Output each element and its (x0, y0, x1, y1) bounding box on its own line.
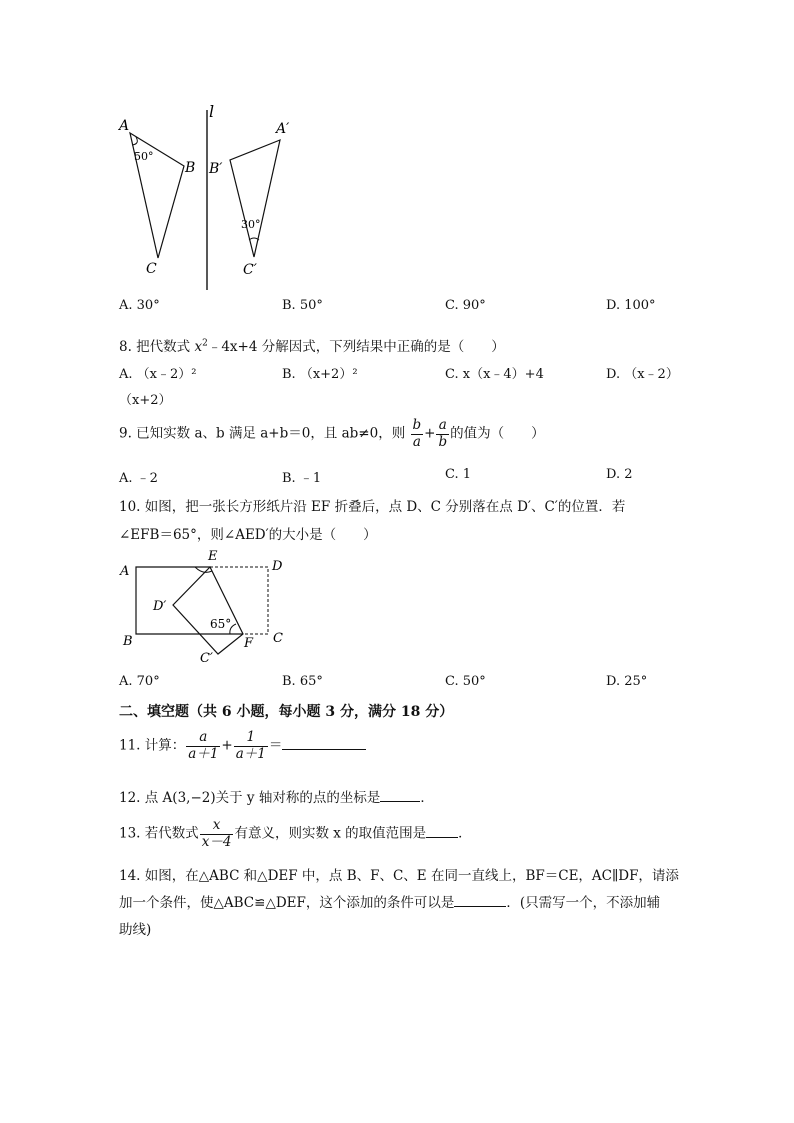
label-C-prime: C′ (200, 651, 213, 666)
q13-post: 有意义，则实数 x 的取值范围是 (234, 825, 427, 842)
angle-65: 65° (210, 617, 232, 631)
q8-stem-mid: ﹣4x+4 分解因式，下列结果中正确的是（ ） (207, 339, 505, 355)
q11-answer-blank[interactable] (282, 749, 366, 750)
q12-stem (119, 786, 434, 806)
q9-option-b: B. ﹣1 (282, 471, 322, 486)
label-A-prime: A′ (276, 121, 290, 137)
q8-option-d: D. （x﹣2） (606, 367, 679, 382)
q11-fraction-1: $\frac{a}{a+1}$ (188, 729, 219, 762)
q8-option-a: A. （x﹣2）² (119, 367, 197, 382)
q10-line-2: ∠EFB＝65°，则∠AED′的大小是（ ） (119, 527, 377, 543)
q14-answer-blank[interactable] (454, 906, 506, 907)
q8-stem (119, 335, 505, 355)
q14-line-1: 14. 如图，在△ABC 和△DEF 中，点 B、F、C、E 在同一直线上，BF＝CE，AC∥DF，请添 (119, 868, 679, 884)
q9-option-a: A. ﹣2 (119, 471, 158, 486)
q7-option-d: D. 100° (606, 298, 656, 313)
q10-option-d: D. 25° (606, 674, 648, 689)
q7-option-b: B. 50° (282, 298, 323, 313)
angle-30: 30° (241, 218, 261, 231)
q13-fraction: $\frac{x}{x-4}$ (201, 817, 232, 850)
q11-eq: ＝ (268, 737, 283, 754)
q10-line-1: 10. 如图，把一张长方形纸片沿 EF 折叠后，点 D、C 分别落在点 D′、C′的位置．若 (119, 499, 626, 515)
label-A: A (119, 118, 130, 134)
q10-option-b: B. 65° (282, 674, 323, 689)
q10-option-a: A. 70° (119, 674, 160, 689)
label-B: B (185, 160, 196, 176)
q9-fraction-2: $\frac{a}{b}$ (438, 417, 448, 450)
q12-text: 12. 点 A(3,−2)关于 y 轴对称的点的坐标是 (119, 790, 381, 806)
q9-plus: + (424, 425, 436, 442)
q8-option-b: B. （x+2）² (282, 367, 358, 382)
q11-stem (119, 730, 366, 762)
q14-line-2-pre: 加一个条件，使△ABC≌△DEF，这个添加的条件可以是 (119, 895, 455, 911)
angle-50: 50° (134, 150, 154, 163)
label-B: B (123, 634, 133, 649)
q9-stem-post: 的值为（ ） (450, 425, 545, 442)
q8-expr: x (194, 339, 203, 355)
q14-line-2-post: ．(只需写一个，不添加辅 (506, 895, 661, 911)
q9-option-d: D. 2 (606, 467, 633, 482)
q14-line-3: 助线) (119, 922, 152, 938)
label-B-prime: B′ (209, 161, 223, 177)
label-C: C (273, 631, 283, 646)
label-A: A (120, 564, 130, 579)
q13-end: ． (458, 825, 472, 842)
q11-fraction-2: $\frac{1}{a+1}$ (235, 729, 266, 762)
q9-option-c: C. 1 (445, 467, 472, 482)
q14-line-2 (119, 891, 660, 911)
q13-answer-blank[interactable] (426, 837, 458, 838)
q9-stem (119, 418, 545, 450)
label-C: C (146, 261, 157, 277)
q11-plus: + (221, 737, 233, 754)
label-D-prime: D′ (153, 599, 167, 614)
q12-answer-blank[interactable] (380, 801, 420, 802)
right-triangle (230, 140, 280, 257)
q8-option-d-wrap: （x+2） (119, 393, 172, 408)
q10-option-c: C. 50° (445, 674, 486, 689)
label-F: F (244, 636, 254, 651)
q11-pre: 11. 计算： (119, 737, 186, 754)
label-C-prime: C′ (243, 262, 257, 278)
figure-q10-folded-rectangle (115, 545, 295, 670)
label-l: l (209, 102, 215, 121)
q12-end: ． (420, 790, 434, 806)
label-E: E (208, 549, 218, 564)
q13-stem (119, 818, 472, 850)
figure-q7-triangles (110, 100, 310, 295)
q7-option-a: A. 30° (119, 298, 160, 313)
q9-fraction-1: $\frac{b}{a}$ (412, 417, 422, 450)
q13-pre: 13. 若代数式 (119, 825, 199, 842)
label-D: D (272, 559, 283, 574)
section-heading-fill-in: 二、填空题（共 6 小题，每小题 3 分，满分 18 分） (119, 704, 454, 720)
q8-option-c: C. x（x﹣4）+4 (445, 367, 544, 382)
q8-sup: 2 (202, 338, 208, 349)
q8-stem-pre: 8. 把代数式 (119, 339, 191, 355)
q7-option-c: C. 90° (445, 298, 486, 313)
q9-stem-pre: 9. 已知实数 a、b 满足 a+b＝0，且 ab≠0，则 (119, 425, 406, 442)
